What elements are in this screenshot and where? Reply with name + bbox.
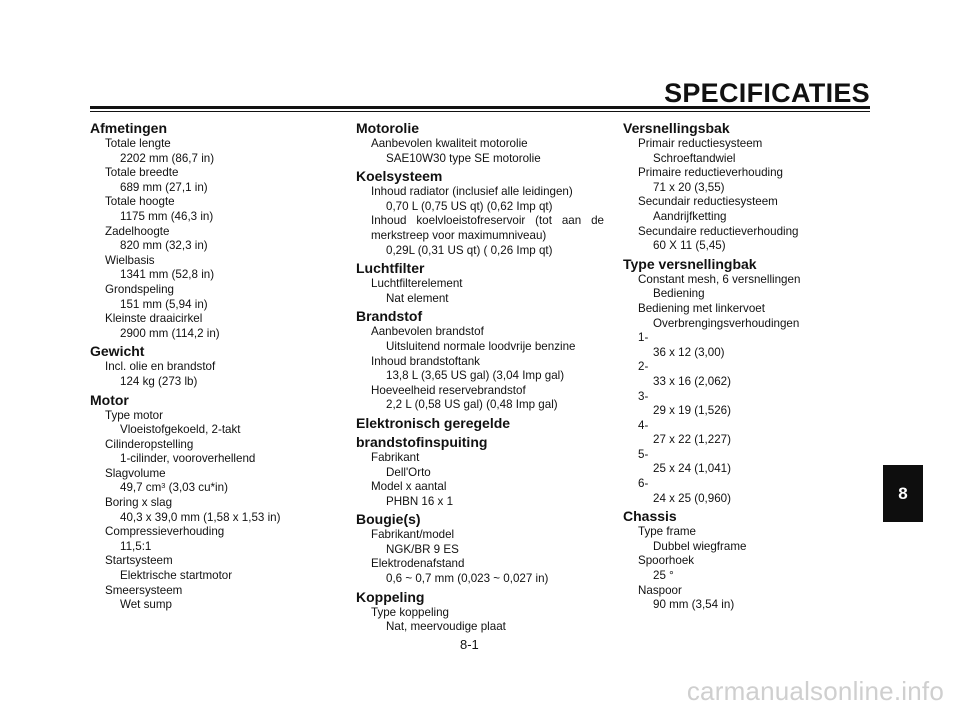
spec-label: Kleinste draaicirkel <box>105 312 203 326</box>
spec-value: Bediening <box>653 287 705 301</box>
spec-label: Elektrodenafstand <box>371 557 465 571</box>
spec-value: Aandrijfketting <box>653 209 727 223</box>
spec-value: 1-cilinder, vooroverhellend <box>120 452 256 466</box>
spec-column-2 <box>356 118 606 635</box>
chapter-tab <box>883 465 923 522</box>
header-rule <box>90 106 870 112</box>
spec-value-suffix: (3,03 cu*in) <box>165 481 228 495</box>
section-heading: Brandstof <box>356 308 423 325</box>
watermark: carmanualsonline.info <box>686 676 944 706</box>
spec-value: Wet sump <box>120 598 172 612</box>
spec-label: Cilinderopstelling <box>105 437 194 451</box>
section-heading: Bougie(s) <box>356 511 421 528</box>
spec-value: Nat element <box>386 291 449 305</box>
spec-label: Aanbevolen kwaliteit motorolie <box>371 137 528 150</box>
spec-label: Boring x slag <box>105 496 173 510</box>
spec-value: 25 x 24 (1,041) <box>653 462 731 476</box>
spec-value: 1175 mm (46,3 in) <box>120 209 214 223</box>
spec-value: 0,6 ~ 0,7 mm (0,023 ~ 0,027 in) <box>386 572 549 586</box>
section-heading: Elektronisch geregelde <box>356 414 511 431</box>
spec-label: Primair reductiesysteem <box>638 137 763 150</box>
spec-label: Hoeveelheid reservebrandstof <box>371 383 526 397</box>
spec-label: Naspoor <box>638 583 682 597</box>
section-heading: Type versnellingbak <box>623 255 757 272</box>
spec-value: Elektrische startmotor <box>120 569 233 583</box>
spec-value: 13,8 L (3,65 US gal) (3,04 Imp gal) <box>386 369 565 383</box>
spec-value: Dell'Orto <box>386 465 431 479</box>
section-heading: Chassis <box>623 508 677 525</box>
spec-label: Totale breedte <box>105 166 179 180</box>
spec-value: 689 mm (27,1 in) <box>120 180 208 194</box>
spec-value: 40,3 x 39,0 mm (1,58 x 1,53 in) <box>120 510 281 524</box>
spec-column-1 <box>90 118 325 613</box>
spec-label: 5- <box>638 447 649 461</box>
spec-label: Secundair reductiesysteem <box>638 195 778 209</box>
section-heading: Koelsysteem <box>356 168 443 185</box>
spec-value: 2202 mm (86,7 in) <box>120 151 215 165</box>
section-heading: Motorolie <box>356 120 419 136</box>
spec-label: 2- <box>638 360 649 374</box>
spec-value: Nat, meervoudige plaat <box>386 620 506 634</box>
spec-label: Compressieverhouding <box>105 525 225 539</box>
spec-label: Zadelhoogte <box>105 224 170 238</box>
spec-value: NGK/BR 9 ES <box>386 542 459 556</box>
spec-label: Primaire reductieverhouding <box>638 166 783 180</box>
section-heading: Versnellingsbak <box>623 120 730 136</box>
section-heading: Afmetingen <box>90 120 167 136</box>
spec-value: 2900 mm (114,2 in) <box>120 326 220 340</box>
section-heading: Motor <box>90 391 129 408</box>
spec-label: Aanbevolen brandstof <box>371 325 484 339</box>
spec-value: 25 ° <box>653 569 674 583</box>
spec-column-3 <box>623 118 873 613</box>
spec-label: Fabrikant <box>371 450 420 464</box>
spec-label: 4- <box>638 418 649 432</box>
spec-value: 71 x 20 (3,55) <box>653 180 725 194</box>
spec-value <box>90 481 325 496</box>
spec-label: Incl. olie en brandstof <box>105 360 216 374</box>
spec-value: 151 mm (5,94 in) <box>120 297 208 311</box>
spec-value: 0,70 L (0,75 US qt) (0,62 Imp qt) <box>386 199 553 213</box>
spec-value: 0,29L (0,31 US qt) ( 0,26 Imp qt) <box>386 243 553 257</box>
page-title: SPECIFICATIES <box>664 78 870 108</box>
spec-label: Type motor <box>105 408 163 422</box>
spec-label: Type frame <box>638 525 696 539</box>
spec-label: 1- <box>638 331 649 345</box>
spec-value: Dubbel wiegframe <box>653 539 747 553</box>
section-heading: brandstofinspuiting <box>356 433 488 450</box>
spec-value-text: 49,7 cm <box>120 481 162 495</box>
spec-value: Overbrengingsverhoudingen <box>653 316 800 330</box>
spec-value: 27 x 22 (1,227) <box>653 433 731 447</box>
spec-label: Wielbasis <box>105 253 155 267</box>
spec-value: 11,5:1 <box>120 539 152 553</box>
spec-value: 820 mm (32,3 in) <box>120 239 208 253</box>
spec-label: Bediening met linkervoet <box>638 301 765 315</box>
spec-label: Fabrikant/model <box>371 528 455 542</box>
spec-label: Type koppeling <box>371 605 449 619</box>
spec-label: Grondspeling <box>105 282 174 296</box>
spec-label: merkstreep voor maximumniveau) <box>371 228 547 242</box>
spec-label: Inhoud koelvloeistofreservoir (tot aan de <box>371 214 604 228</box>
spec-label: Model x aantal <box>371 480 447 494</box>
section-heading: Koppeling <box>356 588 425 605</box>
spec-value: PHBN 16 x 1 <box>386 494 454 508</box>
spec-label: Secundaire reductieverhouding <box>638 224 799 238</box>
spec-label: Spoorhoek <box>638 554 695 568</box>
spec-value: SAE10W30 type SE motorolie <box>386 151 541 165</box>
spec-value: 90 mm (3,54 in) <box>653 598 735 612</box>
spec-label: Inhoud brandstoftank <box>371 354 480 368</box>
section-heading: Luchtfilter <box>356 260 425 277</box>
spec-value: 2,2 L (0,58 US gal) (0,48 Imp gal) <box>386 398 558 412</box>
superscript: 3 <box>161 481 166 491</box>
spec-label: Slagvolume <box>105 466 166 480</box>
spec-value: Schroeftandwiel <box>653 151 736 165</box>
spec-value: 1341 mm (52,8 in) <box>120 268 215 282</box>
spec-value: Vloeistofgekoeld, 2-takt <box>120 423 241 437</box>
spec-value: 60 X 11 (5,45) <box>653 239 726 253</box>
spec-label: 3- <box>638 389 649 403</box>
spec-label: 6- <box>638 477 649 491</box>
spec-value: 29 x 19 (1,526) <box>653 404 731 418</box>
spec-label: Totale lengte <box>105 137 171 150</box>
spec-value: 36 x 12 (3,00) <box>653 345 725 359</box>
spec-label: Startsysteem <box>105 554 173 568</box>
chapter-tab-label: 8 <box>898 483 908 503</box>
spec-value: 124 kg (273 lb) <box>120 374 198 388</box>
spec-value: Uitsluitend normale loodvrije benzine <box>386 339 576 353</box>
spec-label: Constant mesh, 6 versnellingen <box>638 272 801 286</box>
section-heading: Gewicht <box>90 343 145 360</box>
page-number: 8-1 <box>460 637 479 652</box>
spec-label: Smeersysteem <box>105 583 183 597</box>
spec-value: 33 x 16 (2,062) <box>653 374 731 388</box>
spec-label: Inhoud radiator (inclusief alle leidingen) <box>371 185 573 199</box>
spec-value: 24 x 25 (0,960) <box>653 491 731 505</box>
spec-label: Luchtfilterelement <box>371 277 463 291</box>
spec-label: Totale hoogte <box>105 195 175 209</box>
